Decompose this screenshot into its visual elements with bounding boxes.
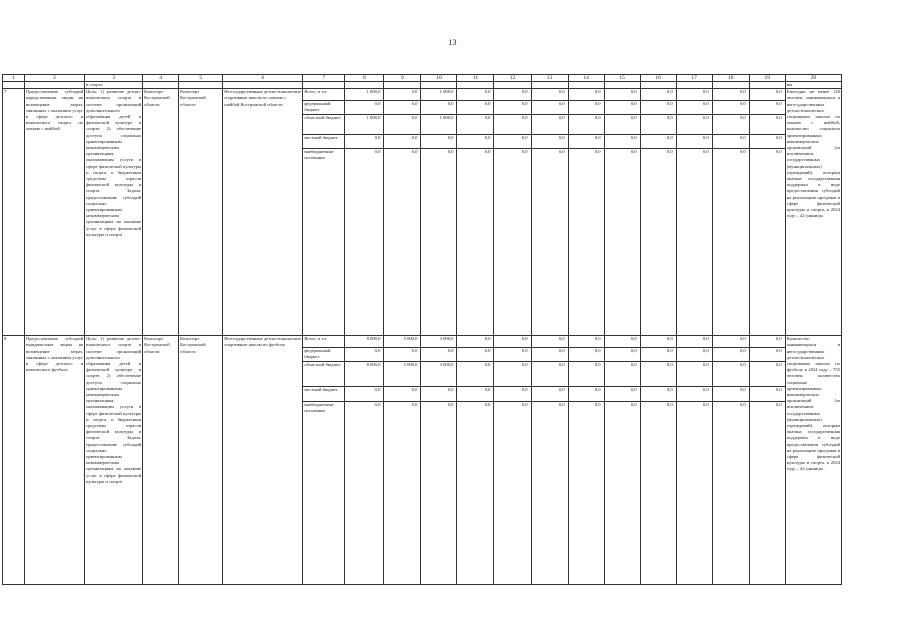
funding-source: областной бюджет	[303, 115, 345, 135]
column-number-row	[3, 75, 842, 82]
funding-value: 0,0	[531, 101, 568, 115]
column-number: 7	[303, 75, 345, 82]
funding-value: 0,0	[604, 149, 640, 336]
funding-value: 0,0	[345, 135, 384, 149]
column-number: 20	[785, 75, 841, 82]
column-number: 19	[749, 75, 785, 82]
continuation-row	[3, 82, 842, 89]
funding-value: 0,0	[531, 387, 568, 402]
funding-value: 0,0	[640, 101, 676, 115]
funding-value: 0,0	[568, 149, 604, 336]
column-number: 11	[457, 75, 494, 82]
funding-value: 0,0	[384, 402, 421, 585]
funding-value: 0,0	[749, 387, 785, 402]
funding-value: 0,0	[676, 402, 712, 585]
empty-cell	[143, 82, 179, 89]
funding-value: 0,0	[604, 101, 640, 115]
continuation-text: ны	[785, 82, 841, 89]
funding-value: 0,0	[749, 402, 785, 585]
funding-value: 0,0	[568, 336, 604, 348]
funding-value: 0,0	[457, 149, 494, 336]
funding-value: 0,0	[457, 115, 494, 135]
funding-value: 0,0	[494, 135, 531, 149]
page-number: 13	[448, 38, 457, 47]
funding-value: 0,0	[712, 387, 749, 402]
funding-value: 0,0	[457, 348, 494, 362]
funding-value: 0,0	[604, 135, 640, 149]
funding-value: 0,0	[676, 149, 712, 336]
column-number: 2	[25, 75, 85, 82]
funding-value: 0,0	[604, 348, 640, 362]
funding-value: 0,0	[531, 135, 568, 149]
funding-value: 0,0	[604, 362, 640, 387]
funding-source: федеральный бюджет	[303, 101, 345, 115]
column-number: 13	[531, 75, 568, 82]
funding-value: 0,0	[421, 402, 457, 585]
funding-value: 0,0	[457, 135, 494, 149]
table-row	[3, 336, 842, 348]
funding-value: 0,0	[421, 149, 457, 336]
funding-value: 0,0	[712, 101, 749, 115]
empty-cell	[749, 82, 785, 89]
funding-value: 0,0	[712, 149, 749, 336]
funding-source: федеральный бюджет	[303, 348, 345, 362]
co-executor: Комспорт Костромской области	[179, 336, 223, 585]
empty-cell	[223, 82, 303, 89]
empty-cell	[604, 82, 640, 89]
responsible-executor: Комспорт Костромской области	[143, 336, 179, 585]
funding-value: 0,0	[421, 348, 457, 362]
funding-value: 0,0	[749, 135, 785, 149]
funding-value: 0,0	[640, 149, 676, 336]
funding-value: 0,0	[640, 402, 676, 585]
empty-cell	[3, 82, 25, 89]
column-number: 8	[345, 75, 384, 82]
funding-value: 0,0	[749, 89, 785, 101]
column-number: 4	[143, 75, 179, 82]
funding-value: 0,0	[749, 348, 785, 362]
empty-cell	[345, 82, 384, 89]
funding-source: Всего, в т.ч.	[303, 336, 345, 348]
funding-value: 0,0	[640, 387, 676, 402]
empty-cell	[303, 82, 345, 89]
funding-value: 0,0	[640, 362, 676, 387]
funding-value: 5 000,0	[384, 362, 421, 387]
funding-value: 0,0	[640, 135, 676, 149]
funding-value: 0,0	[749, 101, 785, 115]
funding-value: 0,0	[384, 348, 421, 362]
funding-value: 0,0	[531, 149, 568, 336]
expected-result: Количество занимающихся в негосударственных детско-юношеских спортивных школах по футболу к 2024 году – 755 человек; количество социально ориентированных некоммерческих организаций (за исключением государственных (муниципальных) учреждений), которым оказана государственная поддержка в виде предоставления субсидий на реализацию программ в сфере физической культуры и спорта, к 2024 году – 42 единицы	[785, 336, 841, 585]
empty-cell	[384, 82, 421, 89]
item-number: 7.	[3, 89, 25, 336]
funding-value: 0,0	[712, 348, 749, 362]
funding-value: 0,0	[457, 362, 494, 387]
column-number: 14	[568, 75, 604, 82]
funding-value: 0,0	[568, 135, 604, 149]
column-number: 16	[640, 75, 676, 82]
column-number: 18	[712, 75, 749, 82]
funding-value: 1 000,0	[345, 89, 384, 101]
funding-value: 0,0	[494, 149, 531, 336]
empty-cell	[494, 82, 531, 89]
funding-value: 0,0	[676, 101, 712, 115]
funding-value: 0,0	[568, 362, 604, 387]
funding-value: 0,0	[604, 387, 640, 402]
funding-value: 0,0	[384, 89, 421, 101]
empty-cell	[421, 82, 457, 89]
funding-value: 3 000,0	[421, 362, 457, 387]
funding-value: 0,0	[712, 362, 749, 387]
funding-value: 0,0	[640, 348, 676, 362]
column-number: 5	[179, 75, 223, 82]
funding-value: 0,0	[494, 101, 531, 115]
co-executor: Комспорт Костромской области	[179, 89, 223, 336]
funding-value: 0,0	[531, 348, 568, 362]
funding-value: 0,0	[494, 115, 531, 135]
funding-value: 0,0	[676, 362, 712, 387]
funding-value: 0,0	[712, 402, 749, 585]
funding-value: 0,0	[640, 336, 676, 348]
measure-goals: Цель: 1) развитие детско-юношеского спорта в системе организаций дополнительного образования детей в физической культуре и спорте; 2) обеспечение доступа социально ориентированным некоммерческим организациям, оказывающим услуги в сфере физической культуры и спорта, к бюджетным средствам отрасли физической культуры и спорта. Задача: предоставление субсидий социально ориентированным некоммерческим организациям на оказание услуг в сфере физической культуры и спорта	[85, 336, 143, 585]
funding-value: 0,0	[457, 89, 494, 101]
column-number: 12	[494, 75, 531, 82]
funding-value: 0,0	[531, 336, 568, 348]
empty-cell	[179, 82, 223, 89]
funding-value: 0,0	[345, 387, 384, 402]
column-number: 15	[604, 75, 640, 82]
funding-value: 0,0	[421, 135, 457, 149]
funding-value: 0,0	[712, 115, 749, 135]
measure-goals: Цель: 1) развитие детско-юношеского спорта в системе организаций дополнительного образования детей в физической культуре и спорте; 2) обеспечение доступа социально ориентированным некоммерческим организациям, оказывающим услуги в сфере физической культуры и спорта, к бюджетным средствам отрасли физической культуры и спорта. Задача: предоставление субсидий социально ориентированным некоммерческим организациям на оказание услуг в сфере физической культуры и спорта	[85, 89, 143, 336]
funding-value: 0,0	[345, 149, 384, 336]
funding-value: 0,0	[384, 387, 421, 402]
expected-result: Ежегодно не менее 120 человек, занимающихся в негосударственных детско-юношеских спортивных школах по хоккею с шайбой, количество социально ориентированных некоммерческих организаций (за исключением государственных (муниципальных) учреждений), которым оказана государственная поддержка в виде предоставления субсидий на реализацию программ в сфере физической культуры и спорта, к 2024 году – 42 единицы	[785, 89, 841, 336]
funding-value: 0,0	[676, 135, 712, 149]
funding-value: 1 000,0	[421, 89, 457, 101]
funding-value: 0,0	[640, 115, 676, 135]
participant: Негосударственные детско-юношеские спортивные школы по футболу	[223, 336, 303, 585]
funding-source: внебюджетные источники	[303, 402, 345, 585]
funding-value: 0,0	[676, 336, 712, 348]
funding-source: местный бюджет	[303, 135, 345, 149]
funding-source: внебюджетные источники	[303, 149, 345, 336]
program-table	[2, 74, 842, 585]
funding-value: 0,0	[384, 115, 421, 135]
funding-value: 0,0	[494, 89, 531, 101]
funding-value: 0,0	[531, 402, 568, 585]
responsible-executor: Комспорт Костромской области	[143, 89, 179, 336]
funding-value: 0,0	[345, 348, 384, 362]
funding-value: 0,0	[749, 115, 785, 135]
empty-cell	[457, 82, 494, 89]
funding-value: 0,0	[749, 336, 785, 348]
participant: Негосударственные детско-юношеские спортивные школы по хоккею с шайбой Костромской области	[223, 89, 303, 336]
column-number: 17	[676, 75, 712, 82]
funding-value: 0,0	[604, 115, 640, 135]
funding-source: Всего, в т.ч.	[303, 89, 345, 101]
column-number: 3	[85, 75, 143, 82]
column-number: 1	[3, 75, 25, 82]
funding-value: 0,0	[676, 115, 712, 135]
funding-value: 0,0	[712, 135, 749, 149]
empty-cell	[640, 82, 676, 89]
funding-value: 0,0	[604, 336, 640, 348]
empty-cell	[712, 82, 749, 89]
table-row	[3, 89, 842, 101]
funding-value: 0,0	[568, 89, 604, 101]
funding-value: 0,0	[531, 89, 568, 101]
empty-cell	[25, 82, 85, 89]
funding-value: 0,0	[712, 89, 749, 101]
funding-source: областной бюджет	[303, 362, 345, 387]
funding-value: 0,0	[494, 387, 531, 402]
empty-cell	[568, 82, 604, 89]
funding-value: 0,0	[384, 149, 421, 336]
funding-value: 0,0	[457, 387, 494, 402]
funding-value: 0,0	[568, 115, 604, 135]
column-number: 9	[384, 75, 421, 82]
funding-value: 0,0	[494, 336, 531, 348]
funding-value: 8 000,0	[345, 336, 384, 348]
funding-value: 0,0	[749, 149, 785, 336]
funding-value: 0,0	[568, 348, 604, 362]
funding-value: 0,0	[568, 101, 604, 115]
funding-value: 0,0	[749, 362, 785, 387]
funding-value: 0,0	[676, 387, 712, 402]
funding-value: 0,0	[676, 348, 712, 362]
funding-value: 3 000,0	[421, 336, 457, 348]
empty-cell	[531, 82, 568, 89]
funding-value: 0,0	[494, 348, 531, 362]
funding-value: 0,0	[568, 402, 604, 585]
funding-value: 1 000,0	[421, 115, 457, 135]
funding-value: 0,0	[345, 101, 384, 115]
empty-cell	[676, 82, 712, 89]
funding-value: 0,0	[457, 101, 494, 115]
measure-name: Предоставление субсидий народственным лицам на возмещение затрат, связанных с оказанием услуг в сфере детского и юношеского спорта по хоккею с шайбой	[25, 89, 85, 336]
funding-value: 0,0	[421, 101, 457, 115]
funding-value: 0,0	[384, 135, 421, 149]
funding-value: 0,0	[494, 402, 531, 585]
funding-value: 0,0	[640, 89, 676, 101]
funding-value: 8 000,0	[345, 362, 384, 387]
funding-value: 0,0	[494, 362, 531, 387]
funding-value: 0,0	[345, 402, 384, 585]
funding-value: 0,0	[457, 336, 494, 348]
funding-value: 0,0	[604, 89, 640, 101]
funding-value: 0,0	[676, 89, 712, 101]
funding-value: 0,0	[531, 115, 568, 135]
funding-value: 0,0	[421, 387, 457, 402]
funding-value: 0,0	[712, 336, 749, 348]
column-number: 6	[223, 75, 303, 82]
funding-value: 5 000,0	[384, 336, 421, 348]
funding-source: местный бюджет	[303, 387, 345, 402]
funding-value: 1 000,0	[345, 115, 384, 135]
funding-value: 0,0	[568, 387, 604, 402]
funding-value: 0,0	[457, 402, 494, 585]
funding-value: 0,0	[531, 362, 568, 387]
funding-value: 0,0	[604, 402, 640, 585]
continuation-text: в спорта	[85, 82, 143, 89]
funding-value: 0,0	[384, 101, 421, 115]
measure-name: Предоставление субсидий юридическим лицам на возмещение затрат, связанных с оказанием услуг в сфере детского и юношеского футбола	[25, 336, 85, 585]
item-number: 8.	[3, 336, 25, 585]
column-number: 10	[421, 75, 457, 82]
